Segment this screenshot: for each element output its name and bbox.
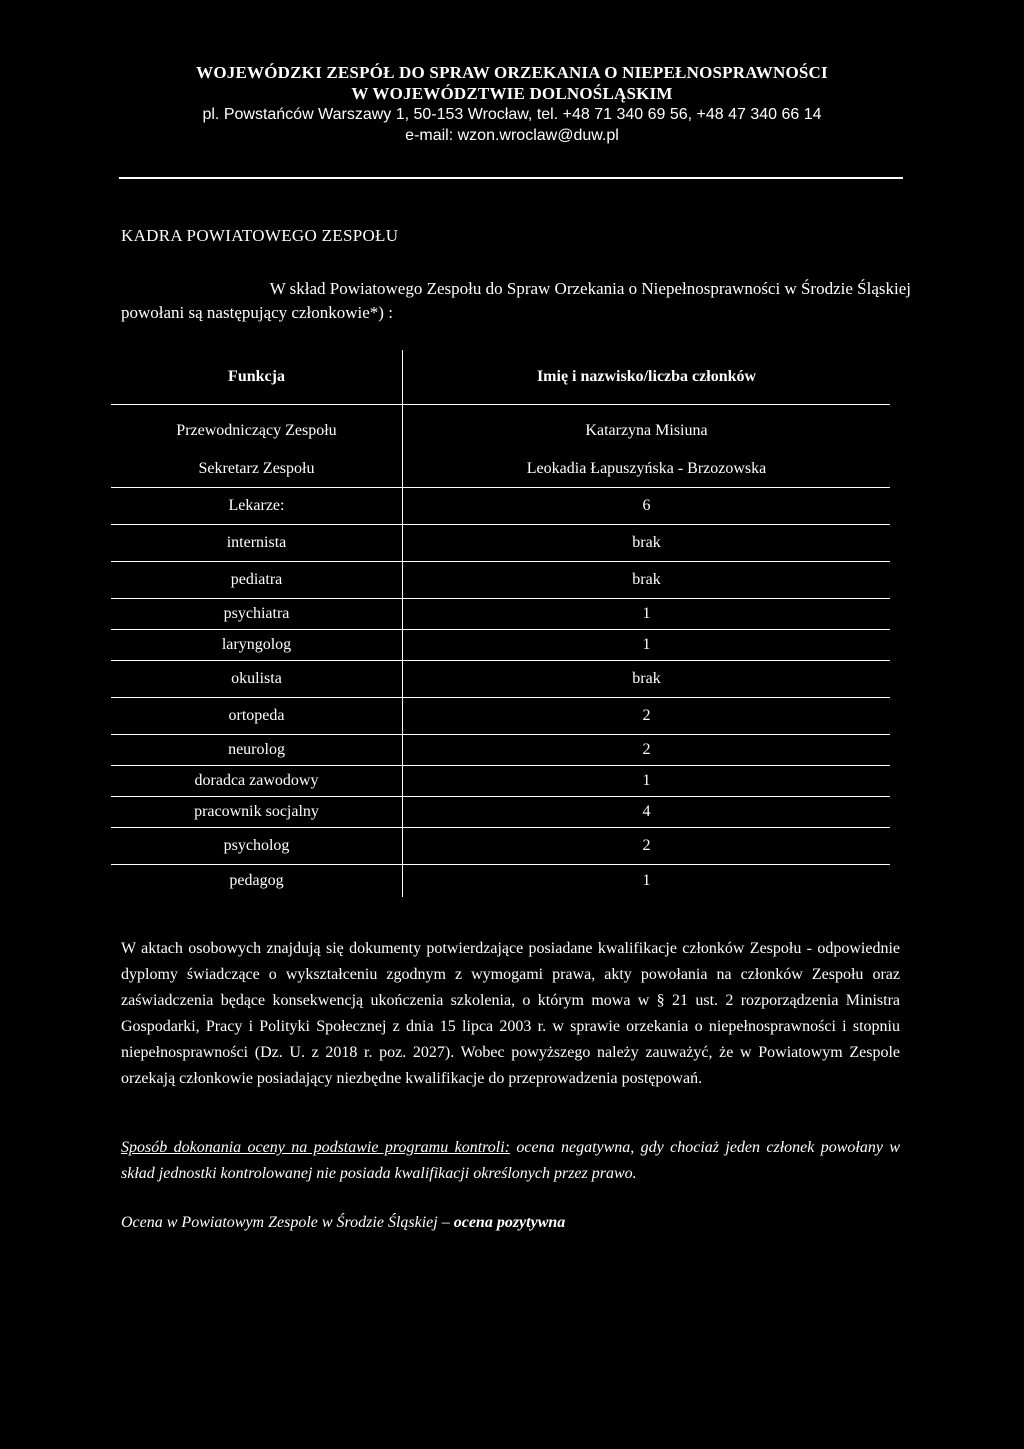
- row-function: internista: [111, 525, 403, 562]
- table-row: [111, 451, 890, 488]
- table-row: [111, 562, 890, 599]
- table-row: [111, 661, 890, 698]
- row-function: doradca zawodowy: [111, 766, 403, 797]
- assessment-method-text: ocena negatywna, gdy chociaż jeden członek powołany w skład jednostki kontrolowanej nie posiada kwalifikacji określonych przez prawo.: [121, 1139, 901, 1182]
- row-function: ortopeda: [111, 698, 403, 735]
- table-row: [111, 599, 890, 630]
- row-value: 2: [403, 735, 891, 766]
- final-assessment-label: Ocena w Powiatowym Zespole w Środzie Śląskiej –: [121, 1214, 450, 1231]
- row-value: 1: [403, 630, 891, 661]
- row-value: 1: [403, 599, 891, 630]
- header-email: e-mail: wzon.wroclaw@duw.pl: [405, 127, 619, 144]
- final-assessment: [121, 1214, 565, 1232]
- table-header-row: [111, 350, 890, 405]
- row-value: 6: [403, 488, 891, 525]
- table-row: [111, 698, 890, 735]
- row-value: brak: [403, 661, 891, 698]
- intro-line-1: W skład Powiatowego Zespołu do Spraw Orzekania o Niepełnosprawności w Środzie Śląskiej: [269, 279, 911, 298]
- header-address: pl. Powstańców Warszawy 1, 50-153 Wrocław, tel. +48 71 340 69 56, +48 47 340 66 14: [202, 106, 822, 123]
- row-value: 2: [403, 828, 891, 865]
- row-function: laryngolog: [111, 630, 403, 661]
- row-function: pracownik socjalny: [111, 797, 403, 828]
- intro-paragraph: [121, 277, 911, 325]
- header-function: Funkcja: [111, 350, 403, 405]
- row-value: Katarzyna Misiuna: [585, 422, 708, 439]
- qualifications-paragraph: W aktach osobowych znajdują się dokumenty potwierdzające posiadane kwalifikacje członków Zespołu - odpowiednie dyplomy świadczące o wykształceniu zgodnym z wymogami prawa, akty powołania na członków Zespołu oraz zaświadczenia będące konsekwencją ukończenia szkolenia, o którym mowa w § 21 ust. 2 rozporządzenia Ministra Gospodarki, Pracy i Polityki Społecznej z dnia 15 lipca 2003 r. w sprawie orzekania o niepełnosprawności i stopniu niepełnosprawności (Dz. U. z 2018 r. poz. 2027). Wobec powyższego należy zauważyć, że w Powiatowym Zespole orzekają członkowie posiadający niezbędne kwalifikacje do przeprowadzenia postępowań.: [121, 940, 900, 1087]
- header-name-count: Imię i nazwisko/liczba członków: [403, 350, 891, 405]
- row-value: Leokadia Łapuszyńska - Brzozowska: [403, 451, 891, 488]
- assessment-method: [121, 1135, 900, 1187]
- table-row: [111, 488, 890, 525]
- table-row: [111, 525, 890, 562]
- row-function: Sekretarz Zespołu: [111, 451, 403, 488]
- row-value: 2: [403, 698, 891, 735]
- row-value: brak: [403, 525, 891, 562]
- members-table: [111, 350, 890, 897]
- row-function: pedagog: [111, 865, 403, 898]
- row-function: neurolog: [111, 735, 403, 766]
- row-value: 4: [403, 797, 891, 828]
- header-institution: WOJEWÓDZKI ZESPÓŁ DO SPRAW ORZEKANIA O NIEPEŁNOSPRAWNOŚCI: [196, 63, 828, 82]
- row-value: brak: [403, 562, 891, 599]
- final-assessment-result: ocena pozytywna: [453, 1214, 566, 1231]
- document-header: [0, 62, 1024, 146]
- row-function: Lekarze:: [111, 488, 403, 525]
- row-function: psychiatra: [111, 599, 403, 630]
- row-function: okulista: [111, 661, 403, 698]
- intro-line-2: powołani są następujący członkowie*) :: [121, 303, 393, 322]
- table-row: [111, 865, 890, 898]
- table-row: [111, 405, 890, 452]
- table-row: [111, 630, 890, 661]
- row-value: 1: [403, 766, 891, 797]
- header-region: W WOJEWÓDZTWIE DOLNOŚLĄSKIM: [351, 84, 673, 103]
- row-value: 1: [642, 872, 651, 889]
- row-function: Przewodniczący Zespołu: [111, 405, 403, 452]
- assessment-method-label: Sposób dokonania oceny na podstawie programu kontroli:: [121, 1139, 511, 1156]
- header-divider: [119, 177, 903, 179]
- table-row: [111, 735, 890, 766]
- table-row: [111, 828, 890, 865]
- row-function: pediatra: [111, 562, 403, 599]
- table-row: [111, 797, 890, 828]
- table-row: [111, 766, 890, 797]
- row-function: psycholog: [111, 828, 403, 865]
- section-title: KADRA POWIATOWEGO ZESPOŁU: [121, 226, 399, 245]
